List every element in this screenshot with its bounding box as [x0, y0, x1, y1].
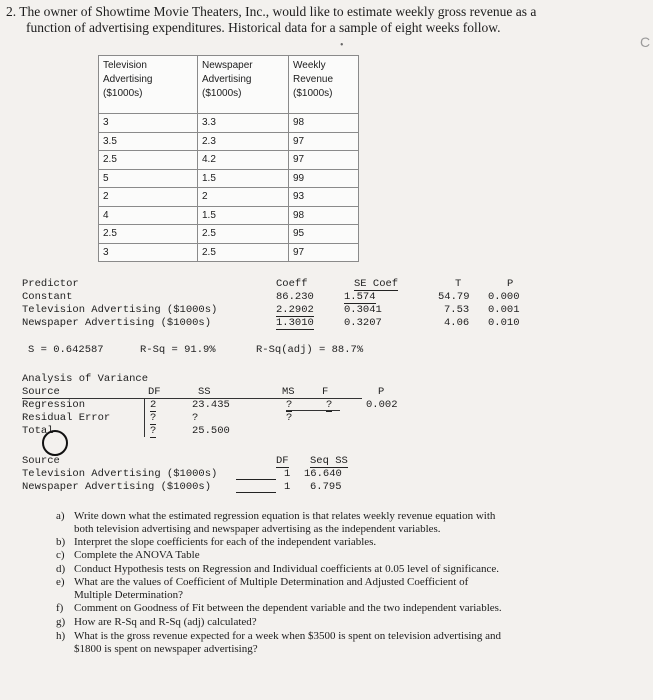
- seqss-newspaper-ss: 6.795: [310, 481, 342, 493]
- table-cell: 2.5: [99, 151, 198, 170]
- table-cell: 97: [289, 132, 359, 151]
- table-cell: 1.5: [198, 169, 289, 188]
- table-cell: 2.5: [99, 225, 198, 244]
- table-header-row: [99, 56, 359, 114]
- question-a: a) Write down what the estimated regression equation is that relates weekly revenue equation with both television advertising and newspaper advertising as the independent variables.: [56, 510, 496, 535]
- anova-total-source: Total: [22, 425, 54, 437]
- anova-residual-df: ?: [150, 412, 157, 424]
- table-cell: 3: [99, 114, 198, 133]
- table-cell: 2: [99, 188, 198, 207]
- header-newspaper: Newspaper Advertising ($1000s): [198, 56, 289, 114]
- predictor-header: Predictor: [22, 278, 79, 290]
- p-newspaper: 0.010: [488, 317, 520, 329]
- table-cell: 3: [99, 243, 198, 262]
- p-television: 0.001: [488, 304, 520, 316]
- table-cell: 99: [289, 169, 359, 188]
- se-newspaper: 0.3207: [344, 317, 382, 329]
- seqss-ss-header: Seq SS: [310, 455, 348, 467]
- seqss-df-header: DF: [276, 455, 289, 467]
- table-row: [99, 225, 359, 244]
- t-header: T: [455, 278, 462, 290]
- seqss-rule-1: [236, 479, 276, 480]
- se-television: 0.3041: [344, 304, 382, 316]
- table-cell: 2.5: [198, 225, 289, 244]
- table-cell: 2.3: [198, 132, 289, 151]
- table-cell: 3.3: [198, 114, 289, 133]
- coef-television: 2.2902: [276, 304, 314, 316]
- anova-df-bracket: [144, 399, 145, 437]
- t-newspaper: 4.06: [444, 317, 470, 329]
- se-constant: 1.574: [344, 291, 376, 303]
- anova-total-df: ?: [150, 425, 157, 437]
- seqss-television-source: Television Advertising ($1000s): [22, 468, 218, 480]
- table-cell: 4.2: [198, 151, 289, 170]
- r-sq-adj: R-Sq(adj) = 88.7%: [256, 344, 364, 356]
- anova-regression-f: ?: [326, 399, 333, 411]
- anova-regression-p: 0.002: [366, 399, 398, 411]
- question-d: d) Conduct Hypothesis tests on Regression and Individual coefficients at 0.05 level of significance.: [56, 563, 500, 575]
- anova-residual-ms: ?: [286, 412, 293, 424]
- seqss-source-header: Source: [22, 455, 60, 467]
- anova-p-header: P: [378, 386, 385, 398]
- table-row: [99, 151, 359, 170]
- anova-source-header: Source: [22, 386, 60, 398]
- table-row: [99, 188, 359, 207]
- question-c: c) Complete the ANOVA Table: [56, 549, 200, 561]
- coef-newspaper: 1.3010: [276, 317, 314, 329]
- table-cell: 97: [289, 243, 359, 262]
- seqss-newspaper-source: Newspaper Advertising ($1000s): [22, 481, 212, 493]
- anova-ms-header: MS: [282, 386, 295, 398]
- p-constant: 0.000: [488, 291, 520, 303]
- question-b: b) Interpret the slope coefficients for each of the independent variables.: [56, 536, 377, 548]
- anova-ss-header: SS: [198, 386, 211, 398]
- cropped-edge-letter: C: [640, 34, 651, 50]
- table-cell: 2.5: [198, 243, 289, 262]
- t-television: 7.53: [444, 304, 470, 316]
- anova-residual-ss: ?: [192, 412, 199, 424]
- seqss-newspaper-df: 1: [284, 481, 291, 493]
- table-cell: 97: [289, 151, 359, 170]
- table-cell: 98: [289, 114, 359, 133]
- table-cell: 1.5: [198, 206, 289, 225]
- table-cell: 5: [99, 169, 198, 188]
- predictor-television: Television Advertising ($1000s): [22, 304, 218, 316]
- coef-constant: 86.230: [276, 291, 314, 303]
- anova-f-header: F: [322, 386, 329, 398]
- table-row: [99, 169, 359, 188]
- t-constant: 54.79: [438, 291, 470, 303]
- header-revenue: Weekly Revenue ($1000s): [289, 56, 359, 114]
- se-coef-header: SE Coef: [354, 278, 399, 290]
- question-h: h) What is the gross revenue expected for a week when $3500 is spent on television advertising and $1800 is spent on newspaper advertising?: [56, 630, 502, 655]
- anova-df-header: DF: [148, 386, 161, 398]
- stray-mark: •: [340, 40, 344, 51]
- table-cell: 4: [99, 206, 198, 225]
- header-television: Television Advertising ($1000s): [99, 56, 198, 114]
- seqss-television-df: 1: [284, 468, 291, 480]
- table-cell: 98: [289, 206, 359, 225]
- anova-total-ss: 25.500: [192, 425, 230, 437]
- anova-ms-rule: [286, 410, 340, 411]
- table-cell: 93: [289, 188, 359, 207]
- question-line-2: function of advertising expenditures. Historical data for a sample of eight weeks follow.: [26, 20, 501, 35]
- handwritten-circle-mark: [42, 430, 68, 456]
- s-value: S = 0.642587: [28, 344, 104, 356]
- anova-regression-ss: 23.435: [192, 399, 230, 411]
- question-e: e) What are the values of Coefficient of Multiple Determination and Adjusted Coefficient of Multiple Determination?: [56, 576, 469, 601]
- table-cell: 3.5: [99, 132, 198, 151]
- anova-regression-source: Regression: [22, 399, 86, 411]
- question-f: f) Comment on Goodness of Fit between the dependent variable and the two independent variables.: [56, 602, 502, 614]
- anova-regression-df: 2: [150, 399, 157, 411]
- question-line-1: 2. The owner of Showtime Movie Theaters, Inc., would like to estimate weekly gross revenue as a: [6, 4, 537, 19]
- seqss-television-ss: 16.640: [304, 468, 342, 480]
- table-row: [99, 114, 359, 133]
- predictor-constant: Constant: [22, 291, 73, 303]
- r-sq: R-Sq = 91.9%: [140, 344, 216, 356]
- table-cell: 2: [198, 188, 289, 207]
- table-row: [99, 206, 359, 225]
- table-row: [99, 243, 359, 262]
- anova-regression-ms: ?: [286, 399, 293, 411]
- question-g: g) How are R-Sq and R-Sq (adj) calculated?: [56, 616, 257, 628]
- table-row: [99, 132, 359, 151]
- data-table: [98, 55, 359, 262]
- anova-residual-source: Residual Error: [22, 412, 111, 424]
- coef-header: Coeff: [276, 278, 308, 290]
- seqss-rule-2: [236, 492, 276, 493]
- predictor-newspaper: Newspaper Advertising ($1000s): [22, 317, 212, 329]
- p-header: P: [507, 278, 514, 290]
- table-cell: 95: [289, 225, 359, 244]
- anova-title: Analysis of Variance: [22, 373, 149, 385]
